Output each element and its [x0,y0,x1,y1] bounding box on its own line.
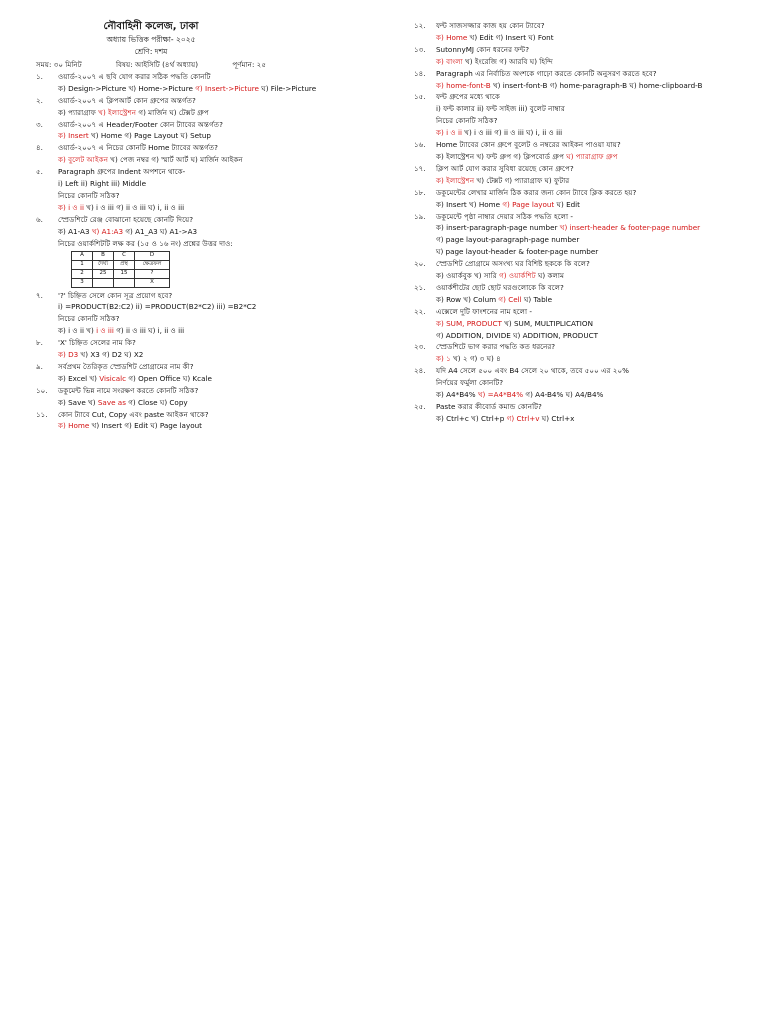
answer-options [414,151,754,163]
table-cell: C [114,251,135,260]
answer-options [36,226,386,238]
correct-answer: ঘ) প্যারাগ্রাফ গ্রুপ [566,151,618,161]
question-number: ৯. [36,361,43,371]
table-row [72,251,170,260]
option-text: খ) ইংরেজি গ) আরবি ঘ) হিন্দি [462,56,553,66]
option-text: ঘ) Table [521,294,553,304]
correct-answer: গ) ওয়ার্কশিট [499,271,536,281]
option-text: ক) Design->Picture [58,83,129,93]
correct-answer: ক) D3 [58,350,79,360]
option-text: ঘ) Edit [554,199,580,209]
option-text: গ) Close ঘ) Copy [125,397,188,407]
option-text: খ) SUM, MULTIPLICATION [501,318,593,328]
question-text: Paste করার কীবোর্ড কমান্ড কোনটি? [436,402,542,411]
question [36,95,386,107]
answer-options [36,325,386,337]
table-cell: 2 [72,269,93,278]
class-name: শ্রেণি: দশম [134,47,168,56]
question [414,401,754,413]
question-number: ২৩. [414,342,426,352]
option-text: খ) i ও iii গ) ii ও iii ঘ) i, ii ও iii [83,202,185,212]
correct-answer: ক) home-font-B [436,80,491,90]
answer-options [414,56,754,68]
option-text: খ) পেজ নম্বর গ) স্মার্ট আর্ট ঘ) মার্জিন আইকন [108,155,243,165]
table-row [72,269,170,278]
table-cell: B [93,251,114,260]
question-number: ১. [36,71,43,81]
question-text: '?' চিহ্নিত সেলে কোন সূত্র প্রয়োগ হবে? [58,290,173,300]
correct-answer: i ও iii [96,326,114,336]
table-cell: দৈর্ঘ্য [93,260,114,269]
question-statement: নিচের কোনটি সঠিক? [436,116,498,126]
correct-answer: ক) i ও ii [436,128,462,138]
answer-options-continued: গ) page layout-paragraph-page number [436,235,580,245]
left-questions [36,71,386,432]
answer-options [414,270,754,282]
correct-answer: ক) Home [58,421,90,431]
question-statement: নিচের কোনটি সঠিক? [58,190,120,200]
question-text: ওয়ার্ড-২০০৭ এ নিচের কোনটি Home ট্যাবের অন্তর্গত? [58,143,218,153]
option-text: ক) ওয়ার্কবুক খ) সারি [436,271,500,281]
question-text: ডকুমেন্ট ভিন্ন নামে সংরক্ষণ করতে কোনটি সঠিক? [58,385,199,395]
question [414,341,754,353]
correct-answer: খ) insert-header & footer-page number [559,223,701,233]
table-cell: প্রস্থ [114,260,135,269]
table-cell: ক্ষেত্রফল [135,260,170,269]
question [414,20,754,32]
option-text: খ) X3 গ) D2 ঘ) X2 [78,350,144,360]
question-text: যদি A4 সেলে ৫০০ এবং B4 সেলে ২০ থাকে, তবে ৫০০ এর ২০% [436,366,629,376]
question [414,187,754,199]
question-text: সর্বপ্রথম তৈরিকৃত স্প্রেডশিট প্রোগ্রামের নাম কী? [58,361,194,371]
correct-answer: গ) Cell [498,294,522,304]
table-cell [93,278,114,287]
right-questions [414,20,754,425]
question-number: ৬. [36,214,43,224]
option-text: ক) প্যারাগ্রাফ [58,107,99,117]
question-statement: i) ফন্ট কালার ii) ফন্ট সাইজ iii) বুলেট নাম্বার [436,104,565,114]
answer-options-continued: ঘ) page layout-header & footer-page number [436,247,599,257]
question [414,258,754,270]
question-number: ১০. [36,385,48,395]
exam-marks: পূর্ণমান: ২৫ [232,60,266,69]
option-text: ক) i ও ii খ) [58,326,97,336]
question-statement: i) Left ii) Right iii) Middle [58,179,147,189]
answer-options [36,83,386,95]
option-text: ঘ) কলাম [535,271,564,281]
option-text: ক) A1-A3 [58,226,92,236]
question-number: ১২. [414,21,426,30]
table-instruction: নিচের ওয়ার্কশিটটি লক্ষ কর (১৫ ও ১৬ নং) প্রশ্নের উত্তর দাও: [58,238,233,248]
answer-options [36,154,386,166]
question-text: ডকুমেন্টের লেখার মার্জিন ঠিক করার জন্য কোন ট্যাবে ক্লিক করতে হয়? [436,187,637,197]
answer-options [36,349,386,361]
question [414,139,754,151]
correct-answer: ক) i ও ii [58,202,84,212]
option-text: খ) Home->Picture [128,83,196,93]
answer-options [36,202,386,214]
question-number: ১৫. [414,92,426,102]
question [414,306,754,318]
table-row [72,260,170,269]
option-text: ক) Save খ) [58,397,98,407]
correct-answer: Visicalc [99,373,127,383]
correct-answer: গ) Insert->Picture [195,83,259,93]
correct-answer: ক) ১ [436,354,451,364]
question [36,71,386,83]
left-column [36,0,386,432]
option-text: গ) Open Office ঘ) Kcale [126,373,212,383]
question-text: ওয়ার্কশীটের ছোট ছোট ঘরগুলোকে কি বলে? [436,282,564,292]
option-text: গ) মার্জিন ঘ) টেক্সট গ্রুপ [136,107,209,117]
correct-answer: খ) ইলাস্ট্রেশন [98,107,137,117]
question [414,365,754,377]
answer-options [414,318,754,330]
question-text: Paragraph এর নির্বাচিত অংশকে গাঢ়ো করতে কোনটি অনুসরণ করতে হবে? [436,68,657,78]
correct-answer: খ) A1:A3 [91,226,124,236]
table-cell: 3 [72,278,93,287]
right-column [414,20,754,425]
correct-answer: ক) Home [436,32,468,42]
option-text: ক) A4*B4% [436,390,478,400]
exam-meta [36,59,266,71]
table-cell: X [135,278,170,287]
question-text: Home ট্যাবের কোন গ্রুপে বুলেট ও নম্বরের আইকন পাওয়া যায়? [436,140,621,150]
question-text: ওয়ার্ড-২০০৭ এ ক্লিপআর্ট কোন গ্রুপের অন্তর্গত? [58,95,196,105]
correct-answer: গ) Ctrl+v [506,413,540,423]
table-row [72,278,170,287]
option-text: ঘ) File->Picture [258,83,317,93]
exam-time: সময়: ৩০ মিনিট [36,60,82,69]
question [414,163,754,175]
question [414,282,754,294]
question-number: ৫. [36,167,43,177]
question-number: ১৮. [414,187,426,197]
question-number: ২৫. [414,402,426,411]
option-text: খ) টেক্সট গ) প্যারাগ্রাফ ঘ) ফুটার [474,175,570,185]
question-text: 'X' চিহ্নিত সেলের নাম কি? [58,338,136,348]
correct-answer: ক) বাংলা [436,56,463,66]
question-number: ৭. [36,290,43,300]
exam-subject: বিষয়: আইসিটি (৪র্থ অধ্যায়) [115,60,198,69]
question-number: ১৩. [414,44,426,54]
option-text: গ) A1_A3 ঘ) A1->A3 [123,226,198,236]
question-statement: নির্ণয়ের ফর্মুলা কোনটি? [436,378,504,388]
answer-options [36,397,386,409]
option-text: খ) ২ গ) ৩ ঘ) ৪ [450,354,501,364]
question-text: ক্লিপ আর্ট যোগ করার সুবিধা রয়েছে কোন গ্রুপে? [436,163,574,173]
table-cell: 25 [93,269,114,278]
question-statement: নিচের কোনটি সঠিক? [58,314,120,324]
question-number: ২২. [414,306,426,316]
question-number: ৩. [36,119,43,129]
option-text: খ) insert-font-B গ) home-paragraph-B ঘ) home-clipboard-B [490,80,703,90]
answer-options [414,80,754,92]
question-number: ২৪. [414,366,426,376]
table-cell: D [135,251,170,260]
option-text: খ) Edit গ) Insert ঘ) Font [467,32,554,42]
question-statement: i) =PRODUCT(B2:C2) ii) =PRODUCT(B2*C2) iii) =B2*C2 [58,302,257,312]
answer-options [414,294,754,306]
question-number: ২১. [414,282,426,292]
question [36,166,386,178]
answer-options [414,199,754,211]
option-text: ক) Ctrl+c খ) Ctrl+p [436,413,507,423]
option-text: ক) Insert খ) Home [436,199,503,209]
question [36,409,386,421]
exam-name: অধ্যায় ভিত্তিক পরীক্ষা- ২০২৫ [106,35,196,44]
option-text: খ) Home গ) Page Layout ঘ) Setup [88,131,211,141]
option-text: খ) i ও iii গ) ii ও iii ঘ) i, ii ও iii [461,128,563,138]
table-cell: 15 [114,269,135,278]
question-number: ২০. [414,259,426,269]
table-cell: 1 [72,260,93,269]
question [414,68,754,80]
question-text: এক্সেলে দুটি ফাংশনের নাম হলো - [436,306,532,316]
question [414,211,754,223]
correct-answer: ক) বুলেট আইকন [58,155,109,165]
table-cell: A [72,251,93,260]
answer-options [414,413,754,425]
answer-options [414,353,754,365]
question-number: ২. [36,95,43,105]
table-cell: ? [135,269,170,278]
question-text: SutonnyMJ কোন ধরনের ফন্ট? [436,44,530,54]
option-text: ক) insert-paragraph-page number [436,223,560,233]
question [36,142,386,154]
question-number: ১৪. [414,68,426,78]
option-text: গ) A4-B4% ঘ) A4/B4% [523,390,604,400]
answer-options [414,222,754,234]
question-text: Paragraph গ্রুপের Indent অপশনে থাকে- [58,167,186,177]
question-text: স্প্রেডশিট প্রোগ্রামে অসংখ্য ঘর বিশিষ্ট ছককে কি বলে? [436,259,590,269]
correct-answer: ক) ইলাস্ট্রেশন [436,175,475,185]
worksheet-table [71,251,170,288]
question [414,91,754,103]
option-text: ক) ইলাস্ট্রেশন খ) ফন্ট গ্রুপ গ) ক্লিপবোর্ড গ্রুপ [436,151,567,161]
question [36,119,386,131]
table-cell [114,278,135,287]
correct-answer: খ) =A4*B4% [477,390,524,400]
answer-options [36,107,386,119]
question-number: ১৭. [414,163,426,173]
question-number: ১১. [36,409,48,419]
question-number: ১৯. [414,211,426,221]
answer-options [414,32,754,44]
option-text: ক) Excel খ) [58,373,100,383]
option-text: খ) Insert গ) Edit ঘ) Page layout [89,421,202,431]
question [414,44,754,56]
option-text: ঘ) Ctrl+x [539,413,575,423]
question [36,385,386,397]
option-text: গ) ii ও iii ঘ) i, ii ও iii [113,326,185,336]
question [36,214,386,226]
question-text: স্প্রেডশিটে ভাগ করার পদ্ধতি কত ধরনের? [436,342,556,352]
question-text: ফন্ট গ্রুপের মধ্যে থাকে [436,92,500,102]
answer-options [414,175,754,187]
question-text: স্প্রেডশিটে রেঞ্জ বোঝানো হয়েছে কোনটি দিয়ে? [58,214,194,224]
question-text: ফন্ট সাজসজ্জার কাজ হয় কোন ট্যাবে? [436,21,545,30]
question [36,361,386,373]
answer-options [414,127,754,139]
question [36,337,386,349]
question-number: ১৬. [414,140,426,150]
correct-answer: গ) Page layout [502,199,555,209]
correct-answer: ক) SUM, PRODUCT [436,318,502,328]
correct-answer: ক) Insert [58,131,89,141]
option-text: ক) Row খ) Colum [436,294,499,304]
question-number: ৮. [36,338,43,348]
question-text: ওয়ার্ড-২০০৭ এ Header/Footer কোন ট্যাবের অন্তর্গত? [58,119,223,129]
answer-options [36,373,386,385]
exam-header [36,20,266,58]
question-text: কোন ট্যাবে Cut, Copy এবং paste আইকন থাকে? [58,409,209,419]
college-name: নৌবাহিনী কলেজ, ঢাকা [103,21,199,32]
answer-options-continued: গ) ADDITION, DIVIDE ঘ) ADDITION, PRODUCT [436,330,599,340]
question-text: ডকুমেন্টে পৃষ্ঠা নাম্বার দেয়ার সঠিক পদ্ধতি হলো - [436,211,573,221]
answer-options [36,420,386,432]
question-text: ওয়ার্ড-২০০৭ এ ছবি যোগ করার সঠিক পদ্ধতি কোনটি [58,71,211,81]
question [36,290,386,302]
answer-options [414,389,754,401]
correct-answer: Save as [97,397,126,407]
question-number: ৪. [36,143,43,153]
answer-options [36,130,386,142]
